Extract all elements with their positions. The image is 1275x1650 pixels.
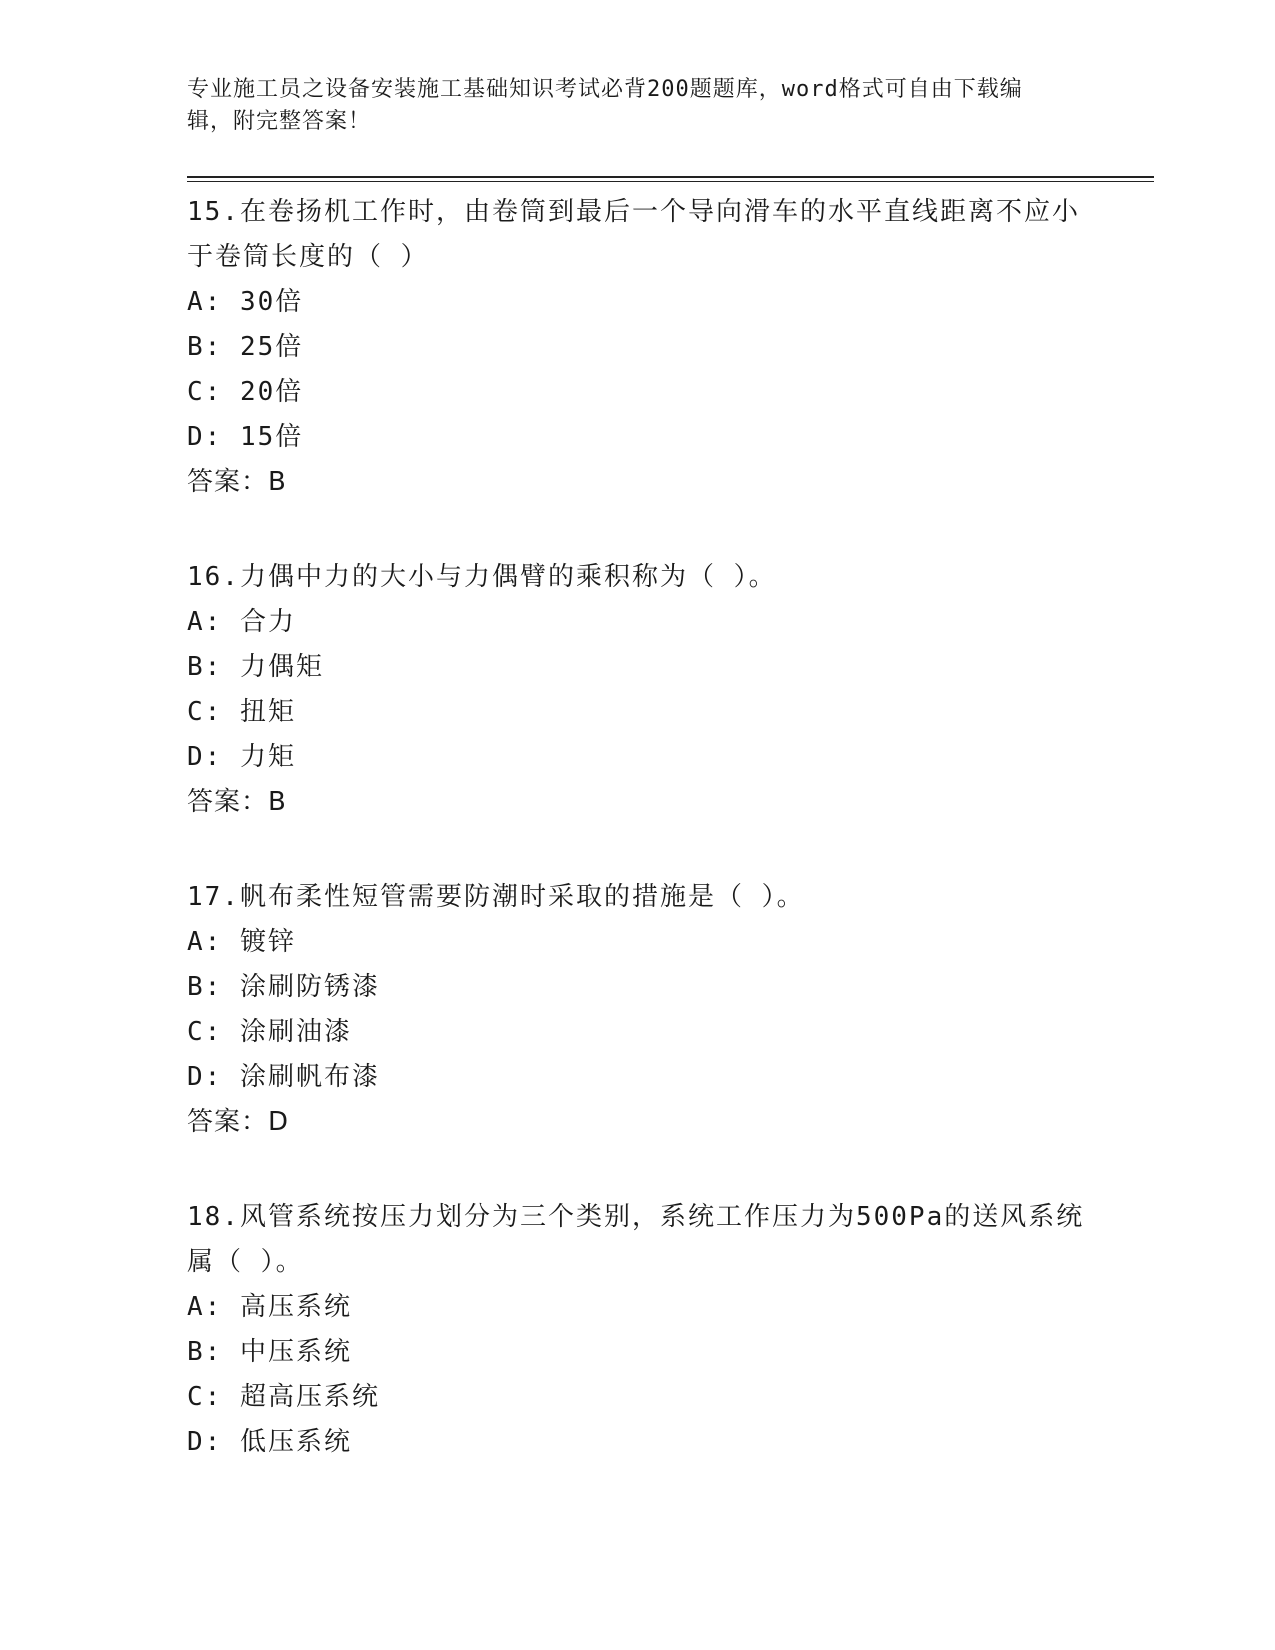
question-15 xyxy=(187,190,1087,505)
option-a: A: 高压系统 xyxy=(187,1292,352,1322)
option-d: D: 力矩 xyxy=(187,742,296,772)
option-a: A: 镀锌 xyxy=(187,927,296,957)
option-d: D: 低压系统 xyxy=(187,1427,352,1457)
question-16 xyxy=(187,555,1087,825)
option-b: B: 25倍 xyxy=(187,332,304,362)
question-stem: 16.力偶中力的大小与力偶臂的乘积称为（ ）。 xyxy=(187,562,777,592)
question-stem: 15.在卷扬机工作时，由卷筒到最后一个导向滑车的水平直线距离不应小于卷筒长度的（ ） xyxy=(187,197,1080,272)
question-stem: 18.风管系统按压力划分为三个类别，系统工作压力为500Pa的送风系统属（ ）。 xyxy=(187,1202,1085,1277)
document-header: 专业施工员之设备安装施工基础知识考试必背200题题库，word格式可自由下载编辑，附完整答案！ xyxy=(187,77,1023,134)
option-a: A: 30倍 xyxy=(187,287,304,317)
option-c: C: 扭矩 xyxy=(187,697,296,727)
option-b: B: 涂刷防锈漆 xyxy=(187,972,380,1002)
header-divider-thin xyxy=(187,181,1154,182)
option-b: B: 中压系统 xyxy=(187,1337,352,1367)
question-stem: 17.帆布柔性短管需要防潮时采取的措施是（ ）。 xyxy=(187,882,805,912)
answer-line: 答案：D xyxy=(187,1107,290,1137)
question-18 xyxy=(187,1195,1087,1465)
option-b: B: 力偶矩 xyxy=(187,652,324,682)
option-c: C: 涂刷油漆 xyxy=(187,1017,352,1047)
question-17 xyxy=(187,875,1087,1145)
option-d: D: 15倍 xyxy=(187,422,304,452)
option-c: C: 20倍 xyxy=(187,377,304,407)
question-list xyxy=(187,190,1087,1515)
answer-line: 答案：B xyxy=(187,467,287,497)
option-c: C: 超高压系统 xyxy=(187,1382,380,1412)
answer-line: 答案：B xyxy=(187,787,287,817)
option-a: A: 合力 xyxy=(187,607,296,637)
option-d: D: 涂刷帆布漆 xyxy=(187,1062,380,1092)
header-divider-thick xyxy=(187,176,1154,178)
